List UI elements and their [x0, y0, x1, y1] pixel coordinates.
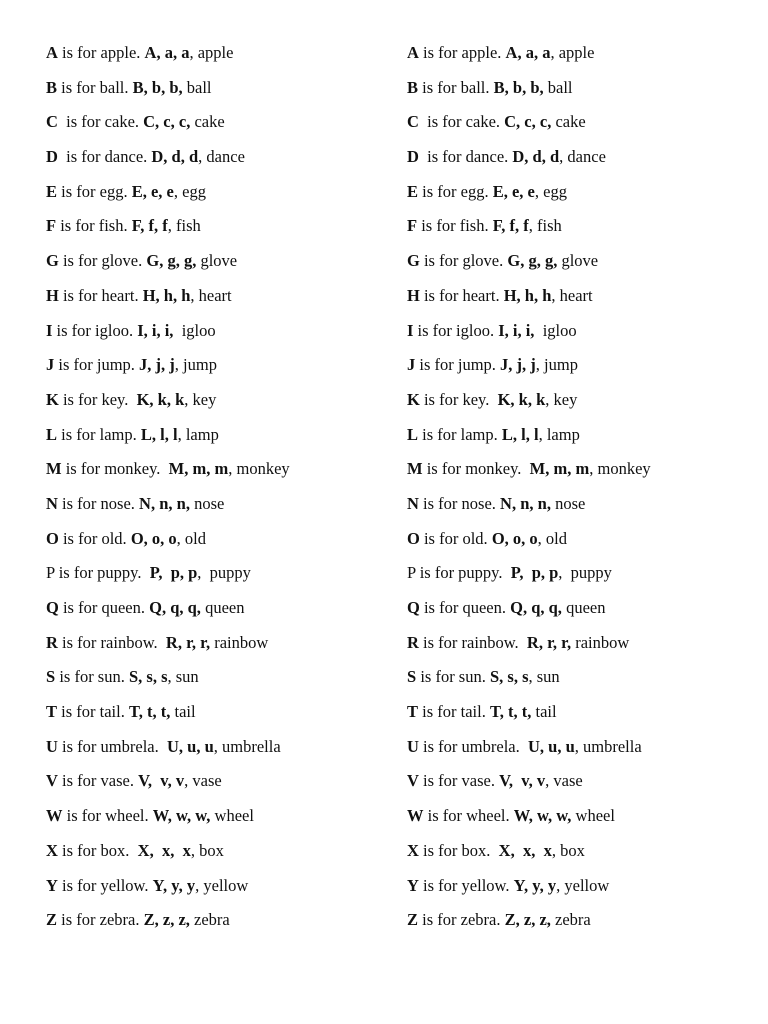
line-letter-repeat: U, u, u	[166, 736, 214, 756]
alphabet-line-right	[407, 284, 759, 319]
line-word: , sun	[167, 667, 199, 687]
line-letter-repeat: A, a, a	[144, 43, 190, 62]
line-word: , egg	[173, 181, 206, 201]
alphabet-line-left	[46, 249, 398, 284]
line-letter-repeat: S, s, s	[489, 667, 529, 687]
alphabet-line-right	[407, 180, 759, 215]
line-phrase: is for dance.	[418, 147, 513, 167]
line-letter: T	[407, 702, 419, 722]
line-letter: H	[46, 285, 59, 305]
line-letter: A	[46, 43, 58, 62]
alphabet-line-right	[407, 665, 759, 700]
line-letter-repeat: X, x, x	[137, 840, 191, 860]
line-phrase: is for lamp.	[418, 424, 502, 444]
alphabet-line-right	[407, 527, 759, 562]
alphabet-line-left	[46, 76, 398, 111]
alphabet-line-left	[46, 561, 398, 596]
line-phrase: is for dance.	[57, 147, 152, 167]
alphabet-line-left	[46, 874, 398, 909]
line-letter-repeat: S, s, s	[128, 667, 168, 687]
alphabet-line-right	[407, 145, 759, 180]
line-phrase: is for tail.	[418, 702, 490, 722]
line-phrase: is for wheel.	[62, 806, 153, 826]
line-phrase: is for vase.	[57, 771, 139, 791]
line-letter: O	[46, 528, 59, 548]
alphabet-line-right	[407, 423, 759, 458]
alphabet-line-left	[46, 908, 398, 943]
line-letter: L	[46, 424, 58, 444]
line-letter: B	[46, 77, 58, 97]
line-letter-repeat: Q, q, q,	[149, 598, 201, 617]
line-letter: D	[407, 147, 419, 167]
line-letter: V	[407, 771, 419, 791]
line-word: igloo	[534, 320, 577, 340]
alphabet-line-left	[46, 804, 398, 839]
line-phrase: is for cake.	[418, 112, 505, 132]
line-letter: K	[46, 389, 59, 409]
line-word: , dance	[559, 147, 606, 167]
line-word: , sun	[528, 667, 560, 687]
line-letter: X	[407, 840, 419, 860]
line-phrase: is for queen.	[419, 598, 511, 617]
line-letter-repeat: Z, z, z,	[504, 910, 551, 930]
line-word: igloo	[173, 320, 216, 340]
line-letter: Z	[46, 910, 58, 930]
line-letter-repeat: H, h, h	[503, 285, 552, 305]
line-letter: Y	[407, 875, 419, 895]
line-letter: E	[407, 181, 419, 201]
alphabet-line-left	[46, 631, 398, 666]
line-letter: U	[407, 736, 419, 756]
line-word: , jump	[174, 355, 217, 375]
line-letter-repeat: U, u, u	[527, 736, 575, 756]
line-letter-repeat: W, w, w,	[513, 806, 572, 826]
alphabet-line-right	[407, 319, 759, 354]
line-letter: B	[407, 77, 419, 97]
line-word: , apple	[550, 43, 595, 62]
line-letter-repeat: L, l, l	[140, 424, 178, 444]
line-letter-repeat: P, p, p	[510, 563, 559, 583]
alphabet-line-left	[46, 527, 398, 562]
line-phrase: is for box.	[57, 840, 138, 860]
line-word: rainbow	[210, 632, 269, 652]
line-phrase: is for ball.	[57, 77, 133, 97]
line-letter: I	[407, 320, 414, 340]
line-letter: C	[46, 112, 58, 132]
line-phrase: is for apple.	[57, 43, 145, 62]
line-letter: L	[407, 424, 419, 444]
alphabet-line-left	[46, 41, 398, 76]
line-letter-repeat: L, l, l	[501, 424, 539, 444]
line-letter-repeat: D, d, d	[151, 147, 199, 167]
alphabet-line-right	[407, 804, 759, 839]
alphabet-line-right	[407, 561, 759, 596]
line-phrase: is for fish.	[56, 216, 132, 236]
line-letter: Y	[46, 875, 58, 895]
line-word: , lamp	[177, 424, 219, 444]
line-phrase: is for ball.	[418, 77, 494, 97]
line-phrase: is for old.	[419, 528, 492, 548]
line-phrase: is for queen.	[58, 598, 150, 617]
alphabet-line-left	[46, 110, 398, 145]
line-phrase: is for nose.	[418, 493, 501, 513]
line-letter-repeat: V, v, v	[499, 771, 546, 791]
line-phrase: is for umbrela.	[57, 736, 167, 756]
line-letter: K	[407, 389, 420, 409]
line-phrase: is for igloo.	[52, 320, 138, 340]
line-letter-repeat: Y, y, y	[513, 875, 557, 895]
line-letter: S	[46, 667, 56, 687]
line-prefix: P is for puppy.	[46, 563, 150, 583]
line-phrase: is for fish.	[417, 216, 493, 236]
line-letter-repeat: N, n, n,	[500, 493, 551, 513]
line-word: , box	[190, 840, 224, 860]
line-phrase: is for heart.	[419, 285, 504, 305]
line-letter-repeat: G, g, g,	[507, 251, 558, 271]
line-phrase: is for box.	[418, 840, 499, 860]
line-letter-repeat: G, g, g,	[146, 251, 197, 271]
line-letter: W	[407, 806, 424, 826]
line-word: , box	[551, 840, 585, 860]
line-letter-repeat: H, h, h	[142, 285, 191, 305]
line-letter: G	[46, 251, 59, 271]
line-phrase: is for igloo.	[413, 320, 499, 340]
line-phrase: is for cake.	[57, 112, 144, 132]
line-letter-repeat: M, m, m	[529, 459, 590, 479]
line-letter-repeat: M, m, m	[168, 459, 229, 479]
line-letter: M	[46, 459, 62, 479]
line-letter-repeat: O, o, o	[491, 528, 538, 548]
line-letter: N	[46, 493, 58, 513]
line-letter-repeat: N, n, n,	[139, 493, 190, 513]
line-phrase: is for sun.	[55, 667, 129, 687]
alphabet-line-left	[46, 492, 398, 527]
line-letter-repeat: J, j, j	[139, 355, 175, 375]
line-word: glove	[196, 251, 238, 271]
line-letter-repeat: J, j, j	[500, 355, 536, 375]
alphabet-line-right	[407, 249, 759, 284]
line-phrase: is for monkey.	[61, 459, 169, 479]
line-letter-repeat: K, k, k	[497, 389, 546, 409]
line-letter-repeat: R, r, r,	[165, 632, 211, 652]
alphabet-line-left	[46, 769, 398, 804]
line-letter-repeat: R, r, r,	[526, 632, 572, 652]
line-letter: N	[407, 493, 419, 513]
line-letter: Z	[407, 910, 419, 930]
line-word: glove	[557, 251, 599, 271]
line-letter: T	[46, 702, 58, 722]
line-phrase: is for egg.	[418, 181, 493, 201]
line-word: , vase	[184, 771, 222, 791]
alphabet-line-left	[46, 388, 398, 423]
line-letter: S	[407, 667, 417, 687]
left-column	[46, 41, 398, 943]
line-word: , egg	[534, 181, 567, 201]
line-letter-repeat: I, i, i,	[137, 320, 174, 340]
line-letter-repeat: O, o, o	[130, 528, 177, 548]
alphabet-line-left	[46, 735, 398, 770]
line-word: , jump	[535, 355, 578, 375]
alphabet-line-left	[46, 180, 398, 215]
line-phrase: is for lamp.	[57, 424, 141, 444]
line-word: , yellow	[195, 875, 249, 895]
line-letter-repeat: B, b, b,	[132, 77, 183, 97]
line-letter: F	[407, 216, 418, 236]
line-word: , umbrella	[574, 736, 642, 756]
line-phrase: is for nose.	[57, 493, 140, 513]
line-phrase: is for jump.	[54, 355, 140, 375]
line-phrase: is for egg.	[57, 181, 132, 201]
line-letter-repeat: Z, z, z,	[143, 910, 190, 930]
alphabet-line-right	[407, 457, 759, 492]
line-letter-repeat: I, i, i,	[498, 320, 535, 340]
line-phrase: is for tail.	[57, 702, 129, 722]
line-letter: E	[46, 181, 58, 201]
line-letter: R	[407, 632, 419, 652]
line-letter-repeat: C, c, c,	[143, 112, 191, 132]
line-phrase: is for heart.	[58, 285, 143, 305]
line-letter: X	[46, 840, 58, 860]
line-word: , fish	[167, 216, 201, 236]
alphabet-line-right	[407, 700, 759, 735]
line-letter-repeat: Y, y, y	[152, 875, 196, 895]
alphabet-line-right	[407, 492, 759, 527]
line-letter-repeat: E, e, e	[492, 181, 535, 201]
line-word: , heart	[551, 285, 593, 305]
line-word: , key	[545, 389, 578, 409]
line-letter: F	[46, 216, 57, 236]
line-letter-repeat: X, x, x	[498, 840, 552, 860]
line-word: , old	[176, 528, 206, 548]
line-phrase: is for monkey.	[422, 459, 530, 479]
line-phrase: is for rainbow.	[57, 632, 166, 652]
line-phrase: is for wheel.	[423, 806, 514, 826]
line-word: , yellow	[556, 875, 610, 895]
line-letter: I	[46, 320, 53, 340]
line-phrase: is for apple.	[418, 43, 506, 62]
alphabet-line-right	[407, 76, 759, 111]
line-word: tail	[170, 702, 196, 722]
line-word: , vase	[545, 771, 583, 791]
line-phrase: is for key.	[419, 389, 498, 409]
line-phrase: is for sun.	[416, 667, 490, 687]
line-letter: H	[407, 285, 420, 305]
line-letter: U	[46, 736, 58, 756]
alphabet-line-right	[407, 769, 759, 804]
alphabet-line-right	[407, 735, 759, 770]
line-letter-repeat: P, p, p	[149, 563, 198, 583]
line-letter: D	[46, 147, 58, 167]
line-word: zebra	[550, 910, 591, 930]
alphabet-line-right	[407, 839, 759, 874]
line-letter: M	[407, 459, 423, 479]
line-word: , monkey	[589, 459, 651, 479]
line-word: , puppy	[197, 563, 251, 583]
alphabet-line-left	[46, 700, 398, 735]
line-phrase: is for yellow.	[418, 875, 514, 895]
line-word: nose	[550, 493, 586, 513]
line-letter-repeat: B, b, b,	[493, 77, 544, 97]
line-phrase: is for old.	[58, 528, 131, 548]
line-letter: V	[46, 771, 58, 791]
line-word: , monkey	[228, 459, 290, 479]
right-column	[407, 41, 759, 943]
line-prefix: P is for puppy.	[407, 563, 511, 583]
line-letter-repeat: T, t, t,	[128, 702, 171, 722]
line-letter-repeat: K, k, k	[136, 389, 185, 409]
alphabet-line-right	[407, 41, 759, 76]
line-word: , key	[184, 389, 217, 409]
alphabet-line-left	[46, 214, 398, 249]
line-letter: O	[407, 528, 420, 548]
line-letter: J	[46, 355, 55, 375]
line-phrase: is for vase.	[418, 771, 500, 791]
line-phrase: is for jump.	[415, 355, 501, 375]
line-letter-repeat: F, f, f	[131, 216, 168, 236]
line-letter-repeat: F, f, f	[492, 216, 529, 236]
line-phrase: is for yellow.	[57, 875, 153, 895]
line-word: queen	[561, 598, 606, 617]
line-letter: C	[407, 112, 419, 132]
alphabet-line-right	[407, 353, 759, 388]
alphabet-line-left	[46, 423, 398, 458]
line-phrase: is for key.	[58, 389, 137, 409]
alphabet-line-right	[407, 110, 759, 145]
line-letter-repeat: C, c, c,	[504, 112, 552, 132]
alphabet-line-left	[46, 596, 398, 631]
alphabet-line-left	[46, 665, 398, 700]
line-letter-repeat: V, v, v	[138, 771, 185, 791]
line-letter-repeat: W, w, w,	[152, 806, 211, 826]
line-word: , umbrella	[213, 736, 281, 756]
line-letter: J	[407, 355, 416, 375]
alphabet-line-left	[46, 319, 398, 354]
line-word: cake	[551, 112, 586, 132]
line-phrase: is for glove.	[58, 251, 147, 271]
line-phrase: is for rainbow.	[418, 632, 527, 652]
line-letter: Q	[407, 598, 420, 617]
line-word: rainbow	[571, 632, 630, 652]
line-word: zebra	[189, 910, 230, 930]
alphabet-line-left	[46, 284, 398, 319]
line-phrase: is for glove.	[419, 251, 508, 271]
line-letter-repeat: E, e, e	[131, 181, 174, 201]
line-phrase: is for zebra.	[418, 910, 505, 930]
line-word: wheel	[571, 806, 615, 826]
line-letter: Q	[46, 598, 59, 617]
line-phrase: is for umbrela.	[418, 736, 528, 756]
line-letter: A	[407, 43, 419, 62]
alphabet-line-left	[46, 457, 398, 492]
line-letter: R	[46, 632, 58, 652]
line-word: nose	[189, 493, 225, 513]
line-word: , fish	[528, 216, 562, 236]
line-word: queen	[200, 598, 245, 617]
line-word: tail	[531, 702, 557, 722]
alphabet-line-right	[407, 874, 759, 909]
alphabet-line-right	[407, 631, 759, 666]
line-letter-repeat: D, d, d	[512, 147, 560, 167]
line-letter-repeat: T, t, t,	[489, 702, 532, 722]
line-word: wheel	[210, 806, 254, 826]
line-word: ball	[182, 77, 212, 97]
alphabet-line-right	[407, 388, 759, 423]
line-letter-repeat: A, a, a	[505, 43, 551, 62]
alphabet-line-right	[407, 596, 759, 631]
alphabet-line-left	[46, 839, 398, 874]
alphabet-line-left	[46, 145, 398, 180]
line-word: , puppy	[558, 563, 612, 583]
line-word: , dance	[198, 147, 245, 167]
alphabet-line-left	[46, 353, 398, 388]
line-word: , apple	[189, 43, 234, 62]
alphabet-line-right	[407, 214, 759, 249]
line-letter: W	[46, 806, 63, 826]
line-word: cake	[190, 112, 225, 132]
line-word: , lamp	[538, 424, 580, 444]
line-phrase: is for zebra.	[57, 910, 144, 930]
line-word: , old	[537, 528, 567, 548]
line-word: ball	[543, 77, 573, 97]
alphabet-line-right	[407, 908, 759, 943]
line-letter: G	[407, 251, 420, 271]
line-word: , heart	[190, 285, 232, 305]
line-letter-repeat: Q, q, q,	[510, 598, 562, 617]
